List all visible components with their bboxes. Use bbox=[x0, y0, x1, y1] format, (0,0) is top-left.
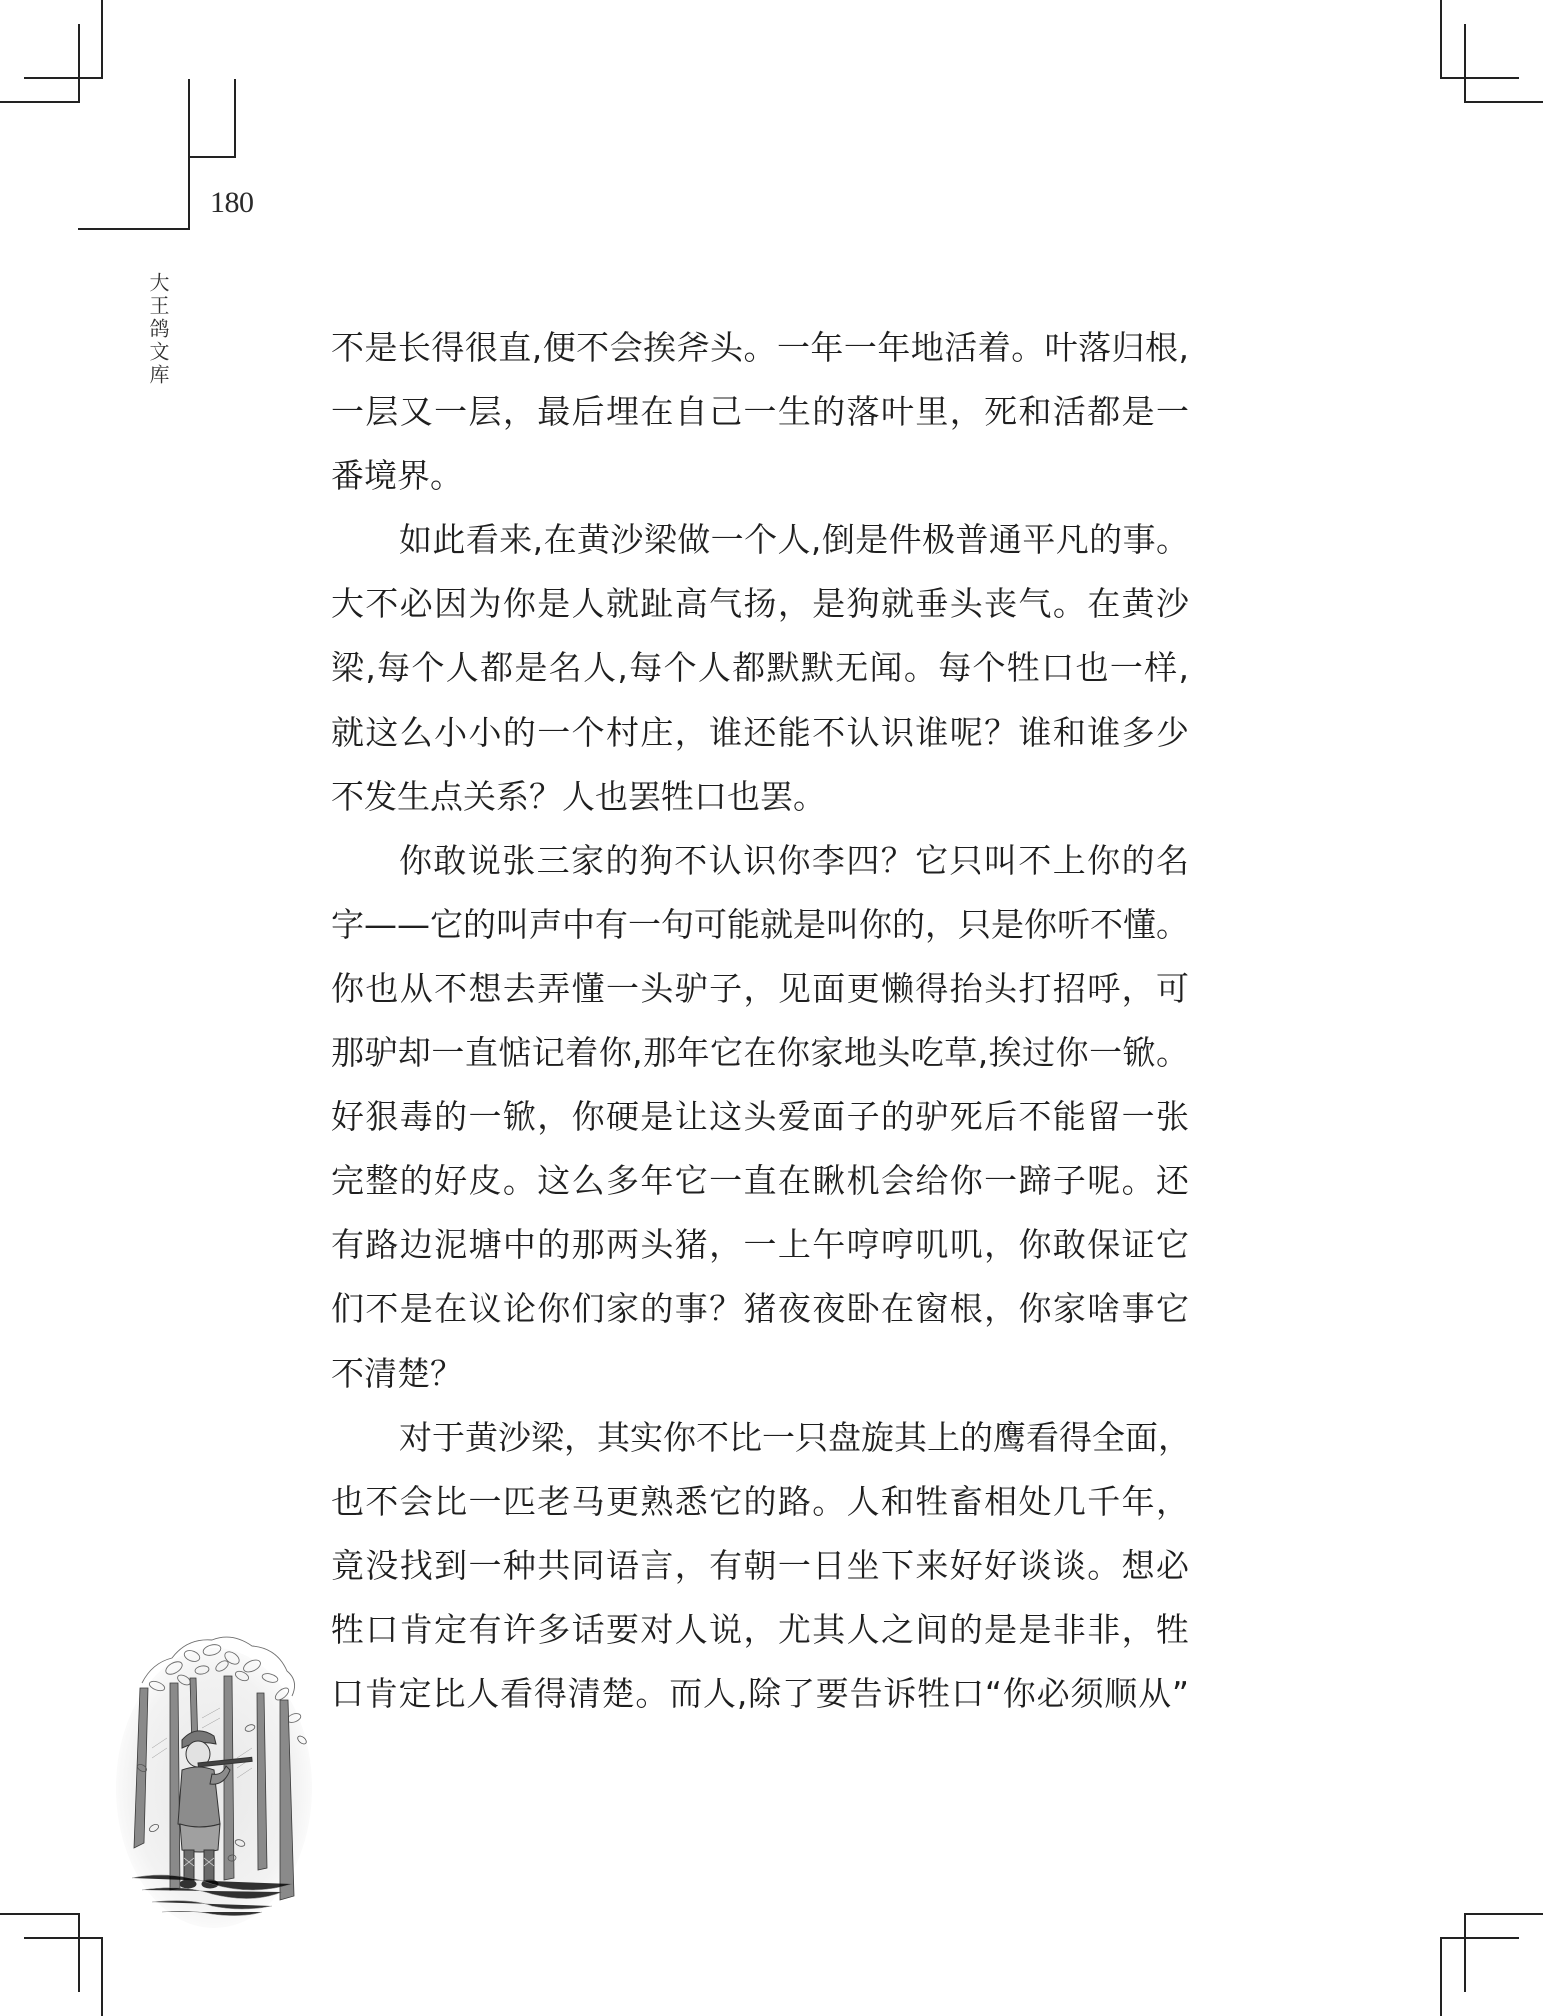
text-line: 好狠毒的一锨，你硬是让这头爱面子的驴死后不能留一张 bbox=[331, 1097, 1189, 1137]
crop-mark bbox=[78, 1913, 80, 1992]
text-line: 一层又一层，最后埋在自己一生的落叶里，死和活都是一 bbox=[331, 392, 1189, 432]
text-line: 完整的好皮。这么多年它一直在瞅机会给你一蹄子呢。还 bbox=[331, 1161, 1189, 1201]
illustration-boy-flute-forest bbox=[112, 1628, 317, 1928]
crop-mark bbox=[1440, 1937, 1442, 2016]
crop-mark bbox=[101, 0, 103, 79]
text-line: 不发生点关系？人也罢牲口也罢。 bbox=[331, 776, 826, 816]
page-bracket bbox=[188, 79, 190, 230]
text-line: 大不必因为你是人就趾高气扬，是狗就垂头丧气。在黄沙 bbox=[331, 584, 1189, 624]
text-line: 不是长得很直,便不会挨斧头。一年一年地活着。叶落归根, bbox=[331, 328, 1189, 367]
body-text bbox=[331, 318, 1189, 1728]
crop-mark bbox=[1464, 1913, 1466, 1992]
crop-mark bbox=[1464, 1913, 1543, 1915]
text-line: 如此看来,在黄沙梁做一个人,倒是件极普通平凡的事。 bbox=[399, 520, 1189, 560]
text-line: 就这么小小的一个村庄，谁还能不认识谁呢？谁和谁多少 bbox=[331, 712, 1189, 752]
text-line: 牲口肯定有许多话要对人说，尤其人之间的是是非非，牲 bbox=[331, 1609, 1189, 1649]
crop-mark bbox=[1464, 24, 1466, 103]
text-line: 也不会比一匹老马更熟悉它的路。人和牲畜相处几千年， bbox=[331, 1481, 1189, 1521]
page-bracket bbox=[78, 228, 190, 230]
text-line: 竟没找到一种共同语言，有朝一日坐下来好好谈谈。想必 bbox=[331, 1545, 1189, 1585]
text-line: 们不是在议论你们家的事？猪夜夜卧在窗根，你家啥事它 bbox=[331, 1289, 1189, 1329]
text-line: 不清楚？ bbox=[331, 1353, 463, 1393]
crop-mark bbox=[1440, 0, 1442, 79]
text-line: 你敢说张三家的狗不认识你李四？它只叫不上你的名 bbox=[399, 840, 1189, 880]
crop-mark bbox=[0, 1913, 80, 1915]
crop-mark bbox=[0, 101, 80, 103]
crop-mark bbox=[1440, 1937, 1519, 1939]
crop-mark bbox=[1464, 101, 1543, 103]
page-bracket bbox=[234, 79, 236, 158]
crop-mark bbox=[78, 24, 80, 103]
series-label: 大王鸽文库 bbox=[146, 272, 170, 387]
crop-mark bbox=[24, 1937, 103, 1939]
crop-mark bbox=[101, 1937, 103, 2016]
text-line: 对于黄沙梁，其实你不比一只盘旋其上的鹰看得全面， bbox=[399, 1417, 1191, 1457]
text-line: 梁,每个人都是名人,每个人都默默无闻。每个牲口也一样, bbox=[331, 648, 1189, 688]
text-line: 番境界。 bbox=[331, 456, 463, 496]
text-line: 那驴却一直惦记着你,那年它在你家地头吃草,挨过你一锨。 bbox=[331, 1033, 1189, 1073]
page-bracket bbox=[188, 156, 236, 158]
text-line: 你也从不想去弄懂一头驴子，见面更懒得抬头打招呼，可 bbox=[331, 968, 1189, 1008]
text-line: 有路边泥塘中的那两头猪，一上午哼哼叽叽，你敢保证它 bbox=[331, 1225, 1189, 1265]
crop-mark bbox=[1440, 77, 1519, 79]
page-number: 180 bbox=[210, 186, 254, 219]
crop-mark bbox=[24, 77, 103, 79]
text-line: 字——它的叫声中有一句可能就是叫你的，只是你听不懂。 bbox=[331, 904, 1189, 944]
text-line: 口肯定比人看得清楚。而人,除了要告诉牲口“你必须顺从” bbox=[331, 1673, 1189, 1713]
